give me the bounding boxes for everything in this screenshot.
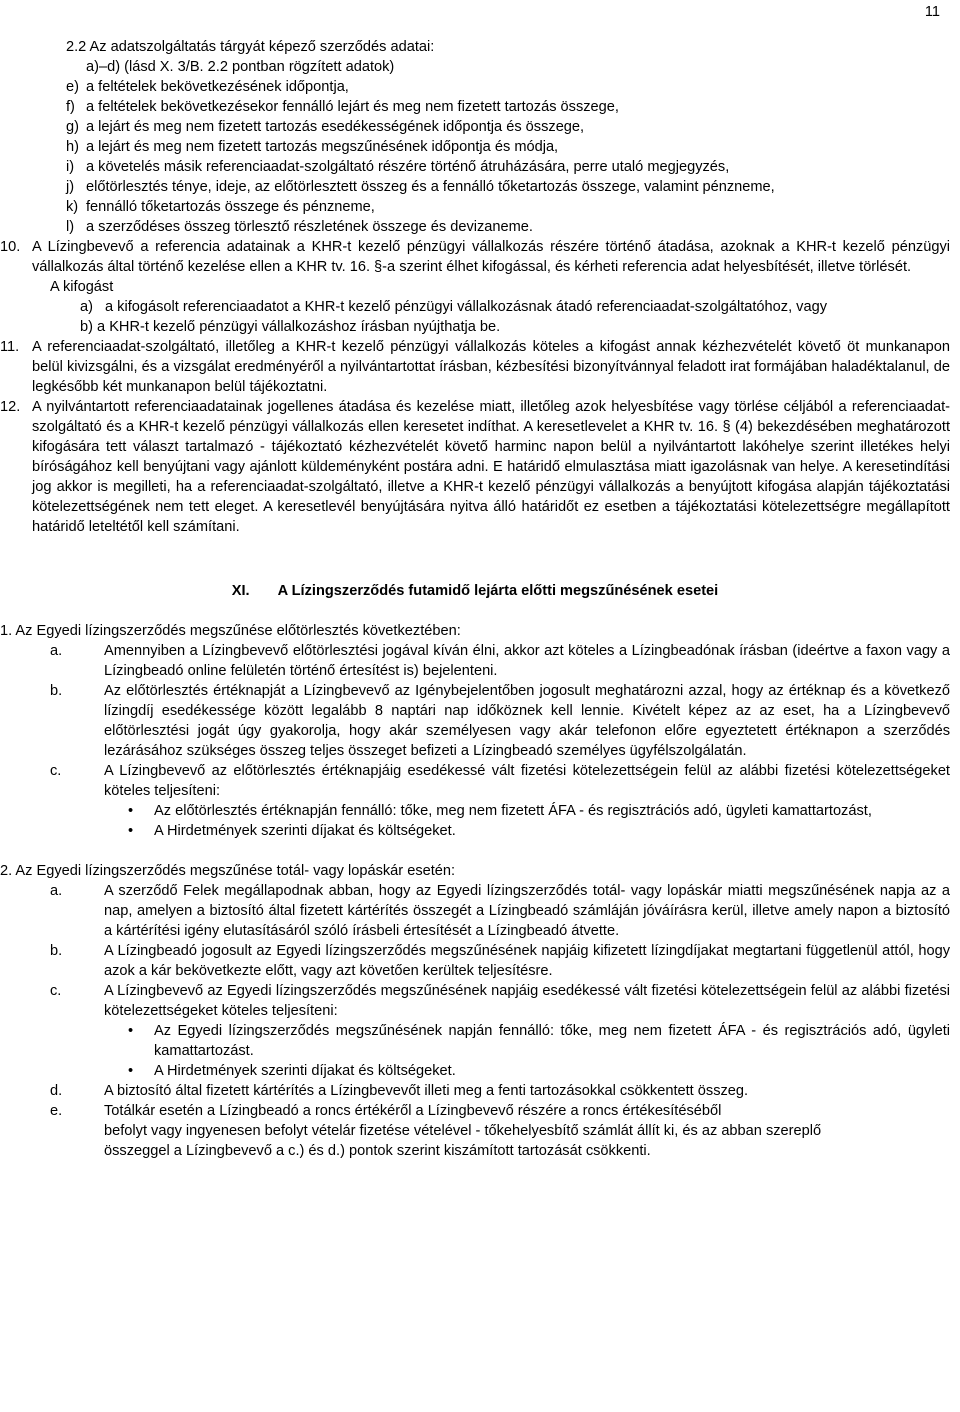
list-item (66, 217, 950, 237)
item-text: előtörlesztés ténye, ideje, az előtörlesztett összeg és a fennálló tőketartozás összege, valamint pénzneme, (86, 179, 775, 195)
item-text: fennálló tőketartozás összege és pénzneme, (86, 199, 375, 215)
section-2-a (50, 881, 950, 941)
section-2-heading: 2. Az Egyedi lízingszerződés megszűnése totál- vagy lopáskár esetén: (0, 863, 456, 879)
section-2-e (50, 1101, 950, 1161)
sub-label: d. (50, 1083, 63, 1099)
point-text: A nyilvántartott referenciaadatainak jogellenes átadása és kezelése miatt, illetőleg azok helyesbítése vagy törlése céljából a referenciaadat-szolgáltató és a KHR-t kezelő pénzügyi vállalkozás ellen keresetet indíthat. A keresetlevelet a KHR tv. 16. § (4) bekezdésében meghatározott kifogására tett választ tartalmazó - tájékoztató kézhezvételét követő harminc napon belül a nyilvántartott lakóhelye szerint illetékes helyi bíróságához kell benyújtani vagy ajánlott küldeményként postára adni. E határidő elmulasztása miatt igazolásnak van helye. A keresetindítási jog akkor is megilleti, ha a referenciaadat-szolgáltató, illetve a KHR-t kezelő pénzügyi vállalkozás a benyújtott kifogása alapján tájékoztatási kötelezettségének nem tett eleget. A keresetlevél benyújtására nyitva álló határidőt ez esetben a tájékoztatási kötelezettségre megállapított határidő leteltétől kell számítani. (32, 399, 950, 535)
item-text: a követelés másik referenciaadat-szolgáltató részére történő átruházására, perre utaló megjegyzés, (86, 159, 730, 175)
item-text: a szerződéses összeg törlesztő részletének összege és devizaneme. (86, 219, 533, 235)
point-11 (0, 337, 950, 397)
list-item (66, 197, 950, 217)
item-label: i) (66, 159, 75, 175)
objection-b: b) a KHR-t kezelő pénzügyi vállalkozáshoz írásban nyújthatja be. (80, 319, 501, 335)
text-line: befolyt vagy ingyenesen befolyt vételár fizetése vételével - tőkehelyesbítő számlát állít ki, és az abban szereplő (104, 1123, 822, 1139)
point-label: 12. (0, 399, 21, 415)
bullet-item (128, 1061, 950, 1081)
bullet-text: Az előtörlesztés értéknapján fennálló: tőke, meg nem fizetett ÁFA - és regisztrációs adó, ügyleti kamattartozást, (154, 803, 872, 819)
list-item (66, 97, 950, 117)
bullet-item (128, 821, 950, 841)
sub-text: A biztosító által fizetett kártérítés a Lízingbevevőt illeti meg a fenti tartozásokkal csökkentett összeg. (104, 1083, 749, 1099)
item-label: f) (66, 99, 75, 115)
item-text: a lejárt és meg nem fizetett tartozás esedékességének időpontja és összege, (86, 119, 585, 135)
section-2-b (50, 941, 950, 981)
point-12 (0, 397, 950, 537)
objection-label: a) (80, 299, 93, 315)
sub-label: c. (50, 983, 62, 999)
sub-label: e. (50, 1103, 63, 1119)
point-10 (0, 237, 950, 277)
document-body (0, 37, 950, 1161)
item-text: a lejárt és meg nem fizetett tartozás megszűnésének időpontja és módja, (86, 139, 559, 155)
sub-text (104, 1101, 950, 1161)
bullet-text: A Hirdetmények szerinti díjakat és költségeket. (154, 823, 456, 839)
section-2-c (50, 981, 950, 1021)
section-subheading: a)–d) (lásd X. 3/B. 2.2 pontban rögzített adatok) (86, 59, 395, 75)
list-item (66, 117, 950, 137)
objection-text: a kifogásolt referenciaadatot a KHR-t kezelő pénzügyi vállalkozásnak átadó referenciaadat-szolgáltatóhoz, vagy (105, 299, 827, 315)
section-2-d (50, 1081, 950, 1101)
bullet-text: A Hirdetmények szerinti díjakat és költségeket. (154, 1063, 456, 1079)
point-label: 11. (0, 339, 20, 355)
list-item (66, 77, 950, 97)
sub-label: b. (50, 683, 63, 699)
point-text: A referenciaadat-szolgáltató, illetőleg a KHR-t kezelő pénzügyi vállalkozás köteles a kifogást annak kézhezvételét követő öt munkanapon belül kivizsgálni, és a vizsgálat eredményéről a nyilvántartottat írásban, kézbesítési bizonyítvánnyal feladott irat formájában haladéktalanul, de legkésőbb két munkanapon belül tájékoztatni. (32, 339, 950, 395)
section-2-2 (0, 37, 950, 77)
objection-a (0, 297, 950, 317)
text-line: Totálkár esetén a Lízingbeadó a roncs értékéről a Lízingbevevő részére a roncs értékesítéséből (104, 1103, 722, 1119)
list-item (66, 137, 950, 157)
bullet-icon: • (128, 1023, 134, 1039)
text-line: összeggel a Lízingbevevő a c.) és d.) pontok szerint kiszámított tartozását csökkenti. (104, 1143, 651, 1159)
point-label: 10. (0, 239, 21, 255)
section-1-c (50, 761, 950, 801)
section-heading: 2.2 Az adatszolgáltatás tárgyát képező szerződés adatai: (66, 39, 435, 55)
item-label: g) (66, 119, 79, 135)
bullet-item (128, 1021, 950, 1061)
item-text: a feltételek bekövetkezésének időpontja, (86, 79, 349, 95)
bullet-text: Az Egyedi lízingszerződés megszűnésének napján fennálló: tőke, meg nem fizetett ÁFA - és regisztrációs adó, ügyleti kamattartozást. (154, 1023, 950, 1059)
page-number: 11 (924, 4, 940, 20)
sub-label: a. (50, 883, 63, 899)
chapter-heading (0, 581, 950, 601)
section-1-b (50, 681, 950, 761)
sub-text: A Lízingbevevő az előtörlesztés értéknapjáig esedékessé vált fizetési kötelezettségein felül az alábbi fizetési kötelezettségeket köteles teljesíteni: (104, 763, 950, 799)
sub-label: b. (50, 943, 63, 959)
section-1-heading: 1. Az Egyedi lízingszerződés megszűnése előtörlesztés következtében: (0, 623, 461, 639)
sub-label: c. (50, 763, 62, 779)
item-label: k) (66, 199, 79, 215)
item-label: e) (66, 79, 79, 95)
list-item (66, 177, 950, 197)
item-label: j) (66, 179, 75, 195)
bullet-icon: • (128, 1063, 134, 1079)
objection-title: A kifogást (50, 279, 114, 295)
chapter-number: XI. (231, 583, 250, 599)
bullet-item (128, 801, 950, 821)
item-text: a feltételek bekövetkezésekor fennálló lejárt és meg nem fizetett tartozás összege, (86, 99, 619, 115)
bullet-icon: • (128, 803, 134, 819)
item-label: h) (66, 139, 79, 155)
list-item (66, 157, 950, 177)
chapter-title: A Lízingszerződés futamidő lejárta előtti megszűnésének esetei (277, 583, 719, 599)
bullet-icon: • (128, 823, 134, 839)
item-label: l) (66, 219, 75, 235)
sub-text: A Lízingbeadó jogosult az Egyedi lízingszerződés megszűnésének napjáig kifizetett lízingdíjakat megtartani függetlenül attól, hogy azok a kár bekövetkezte előtt, vagy azt követően kerültek teljesítésre. (104, 943, 950, 979)
sub-label: a. (50, 643, 63, 659)
point-text: A Lízingbevevő a referencia adatainak a KHR-t kezelő pénzügyi vállalkozás részére történő átadása, azoknak a KHR-t kezelő pénzügyi vállalkozás által történő kezelése ellen a KHR tv. 16. §-a szerint élhet kifogással, és kérheti referencia adat helyesbítését, illetve törlését. (32, 239, 950, 275)
sub-text: A szerződő Felek megállapodnak abban, hogy az Egyedi lízingszerződés totál- vagy lopáskár miatti megszűnésének napja az a nap, amelyen a biztosító által fizetett kártérítés összegét a Lízingbeadó számláján jóváírásra kerül, illetve amely napon a biztosító a kártérítési igény elutasításáról szóló írásbeli értesítését a Lízingbeadó átvette. (104, 883, 950, 939)
sub-text: Az előtörlesztés értéknapját a Lízingbevevő az Igénybejelentőben jogosult meghatározni azzal, hogy az értéknap és a következő lízingdíj esedékessége között legalább 8 naptári nap időköznek kell lennie. Kivételt képez az az eset, ha a Lízingbevevő előtörlesztési jogát úgy gyakorolja, hogy akár személyesen vagy akár telefonon előre egyeztetett értéknapon a szerződés lezárásához szükséges összeg teljes összeget befizeti a Lízingbeadó személyes ügyfélszolgálatán. (104, 683, 950, 759)
sub-text: A Lízingbevevő az Egyedi lízingszerződés megszűnésének napjáig esedékessé vált fizetési kötelezettségein felül az alábbi fizetési kötelezettségeket köteles teljesíteni: (104, 983, 950, 1019)
section-2-2-items (0, 77, 950, 237)
sub-text: Amennyiben a Lízingbevevő előtörlesztési jogával kíván élni, akkor azt köteles a Lízingbeadónak írásban (ideértve a faxon vagy a Lízingbeadó online felületén történő értesítést is) bejelenteni. (104, 643, 950, 679)
section-1-a (50, 641, 950, 681)
